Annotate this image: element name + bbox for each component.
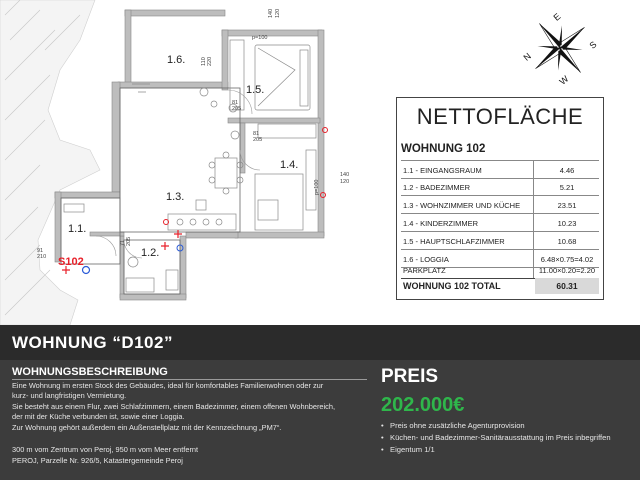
banner (0, 325, 640, 360)
table-subtitle: WOHNUNG 102 (401, 143, 486, 155)
compass-s: S (587, 39, 599, 51)
table-row: 1.1 - EINGANGSRAUM 4.46 (401, 160, 599, 179)
compass-w: W (557, 73, 571, 87)
svg-text:110: 110 (201, 57, 207, 66)
table-row: 1.2 - BADEZIMMER 5.21 (401, 178, 599, 196)
svg-text:205: 205 (232, 106, 242, 112)
room-label-1-1: 1.1. (68, 223, 87, 235)
area-table (396, 97, 604, 300)
description-line: der mit der Küche verbunden ist, sowie einer Loggia. (12, 412, 185, 421)
svg-text:p=100: p=100 (314, 179, 320, 195)
svg-text:91: 91 (37, 248, 44, 254)
room-label-1-3: 1.3. (166, 191, 185, 203)
svg-text:220: 220 (207, 56, 213, 66)
description-line: kurz- und langfristigen Vermietung. (12, 391, 127, 400)
svg-text:71: 71 (120, 239, 126, 246)
description-line: Sie besteht aus einem Flur, zwei Schlafzimmern, einem Badezimmer, einem offenen Wohnbereich, (12, 402, 336, 411)
s102-label: S102 (58, 256, 84, 268)
description-title: WOHNUNGSBESCHREIBUNG (12, 366, 168, 378)
table-row: 1.6 - LOGGIA 6.48×0.75=4.02 (401, 250, 599, 268)
svg-text:120: 120 (275, 8, 281, 18)
price-bullet: • Eigentum 1/1 (381, 445, 435, 454)
table-row: PARKPLATZ 11.00×0.20=2.20 (401, 261, 599, 279)
svg-text:p=100: p=100 (252, 35, 268, 41)
walls (55, 10, 324, 300)
svg-text:205: 205 (253, 137, 263, 143)
svg-text:210: 210 (37, 254, 47, 260)
floor-plan (0, 0, 385, 325)
svg-text:140: 140 (340, 172, 350, 178)
markers (62, 128, 328, 275)
description-line: 300 m vom Zentrum von Peroj, 950 m vom Meer entfernt (12, 445, 199, 454)
total-value: 60.31 (535, 278, 599, 294)
svg-text:81: 81 (232, 100, 239, 106)
room-label-1-4: 1.4. (280, 159, 299, 171)
table-row: 1.3 - WOHNZIMMER UND KÜCHE 23.51 (401, 196, 599, 214)
compass-icon (510, 8, 610, 88)
table-title: NETTOFLÄCHE (416, 104, 584, 129)
description-divider (12, 379, 367, 380)
svg-text:120: 120 (340, 179, 350, 185)
table-total-row (401, 278, 599, 294)
table-row: 1.5 - HAUPTSCHLAFZIMMER 10.68 (401, 232, 599, 250)
room-label-1-6: 1.6. (167, 54, 186, 66)
description-line: Eine Wohnung im ersten Stock des Gebäudes, ideal für komfortables Familienwohnen oder zur (12, 381, 324, 390)
total-label: WOHNUNG 102 TOTAL (403, 281, 501, 291)
terrain-hatch (0, 0, 100, 325)
furniture (64, 40, 316, 292)
price-value: 202.000€ (381, 394, 465, 416)
apartment-title: WOHNUNG “D102” (12, 333, 173, 352)
description-line: PEROJ, Parzelle Nr. 926/5, Katastergemeinde Peroj (12, 456, 183, 465)
plan-outline (61, 88, 240, 294)
room-label-1-5: 1.5. (246, 84, 265, 96)
description-line: Zur Wohnung gehört außerdem ein Außenstellplatz mit der Kennzeichnung „PM7“. (12, 423, 282, 432)
price-bullet: • Küchen- und Badezimmer-Sanitärausstattung im Preis inbegriffen (381, 433, 611, 442)
table-row: 1.4 - KINDERZIMMER 10.23 (401, 214, 599, 232)
svg-text:81: 81 (253, 131, 260, 137)
compass-n: N (521, 50, 533, 63)
svg-text:205: 205 (126, 236, 132, 246)
price-bullet: • Preis ohne zusätzliche Agenturprovision (381, 421, 525, 430)
room-label-1-2: 1.2. (141, 247, 160, 259)
compass-e: E (551, 11, 563, 23)
svg-text:140: 140 (268, 8, 274, 18)
price-title: PREIS (381, 366, 439, 387)
info-panel (0, 360, 640, 480)
